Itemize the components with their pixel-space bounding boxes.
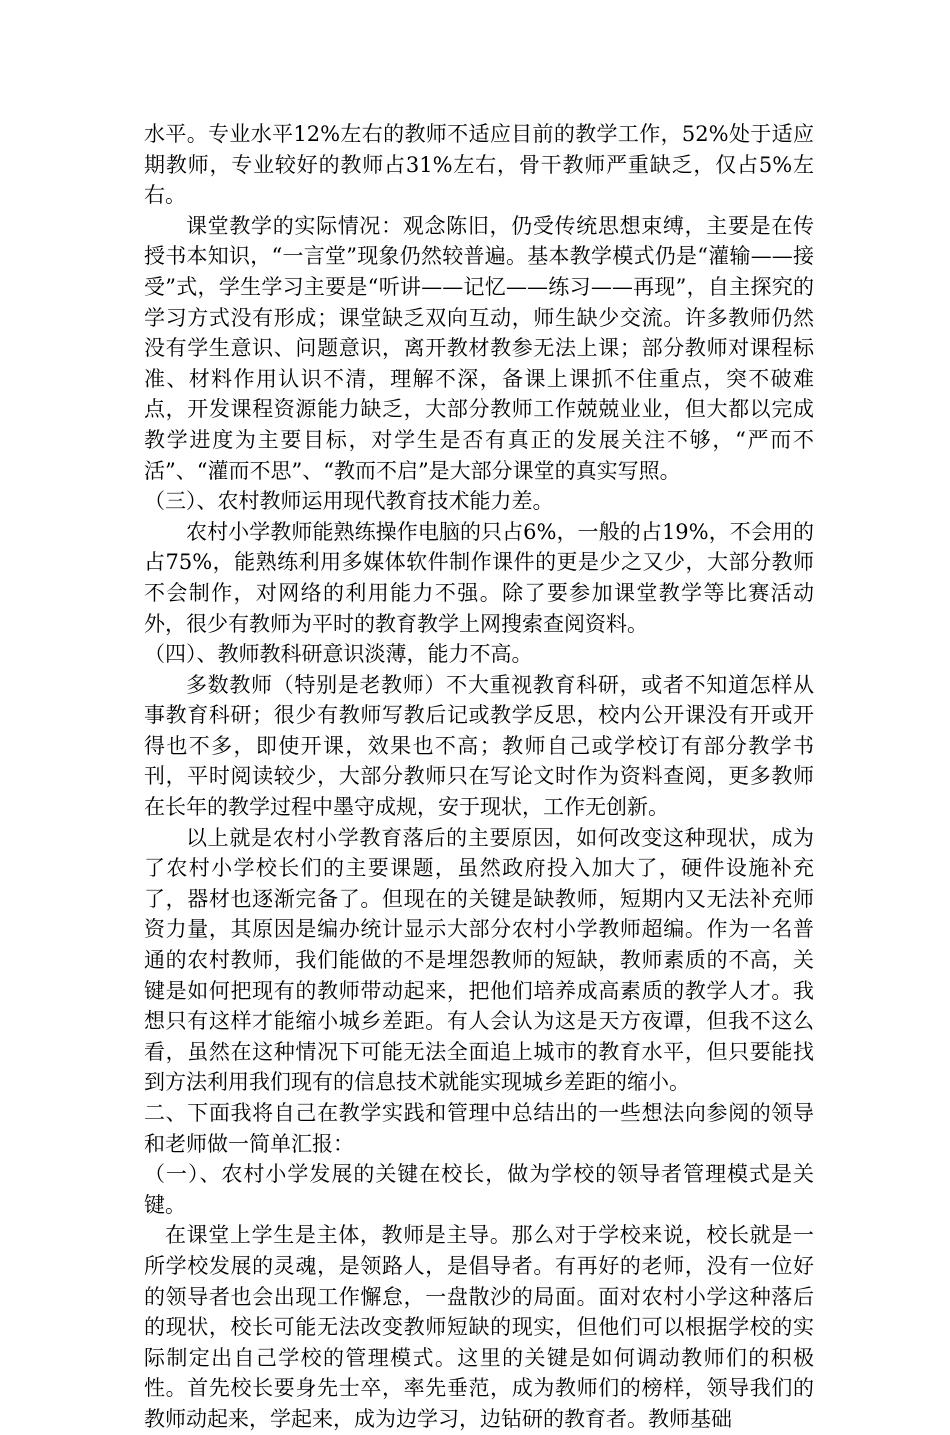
paragraph-technology-skills: 农村小学教师能熟练操作电脑的只占6%，一般的占19%，不会用的占75%，能熟练利用多媒体软件制作课件的更是少之又少，大部分教师不会制作，对网络的利用能力不强。除了要参加课堂教学等比赛活动外，很少有教师为平时的教育教学上网搜索查阅资料。 xyxy=(144,519,814,636)
paragraph-teacher-level-stats: 水平。专业水平12%左右的教师不适应目前的教学工作，52%处于适应期教师，专业较好的教师占31%左右，骨干教师严重缺乏，仅占5%左右。 xyxy=(144,122,814,208)
paragraph-classroom-teaching: 课堂教学的实际情况：观念陈旧，仍受传统思想束缚，主要是在传授书本知识，“一言堂”现象仍然较普遍。基本教学模式仍是“灌输——接受”式，学生学习主要是“听讲——记忆——练习——再现”，自主探究的学习方式没有形成；课堂缺乏双向互动，师生缺少交流。许多教师仍然没有学生意识、问题意识，离开教材教参无法上课；部分教师对课程标准、材料作用认识不清，理解不深，备课上课抓不住重点，突不破难点，开发课程资源能力缺乏，大部分教师工作兢兢业业，但大都以完成教学进度为主要目标，对学生是否有真正的发展关注不够，“严而不活”、“灌而不思”、“教而不启”是大部分课堂的真实写照。 xyxy=(144,213,814,483)
section-heading-research: （四）、教师教科研意识淡薄，能力不高。 xyxy=(144,642,533,667)
document-body xyxy=(144,119,814,1435)
paragraph-research-awareness: 多数教师（特别是老教师）不大重视教育科研，或者不知道怎样从事教育科研；很少有教师写教后记或教学反思，校内公开课没有开或开得也不多，即使开课，效果也不高；教师自己或学校订有部分教学书刊，平时阅读较少，大部分教师只在写论文时作为资料查阅，更多教师在长年的教学过程中墨守成规，安于现状，工作无创新。 xyxy=(144,672,814,820)
section-heading-part-two: 二、下面我将自己在教学实践和管理中总结出的一些想法向参阅的领导和老师做一简单汇报： xyxy=(144,1101,814,1156)
paragraph-main-causes: 以上就是农村小学教育落后的主要原因，如何改变这种现状，成为了农村小学校长们的主要课题，虽然政府投入加大了，硬件设施补充了，器材也逐渐完备了。但现在的关键是缺教师，短期内又无法补充师资力量，其原因是编办统计显示大部分农村小学教师超编。作为一名普通的农村教师，我们能做的不是埋怨教师的短缺，教师素质的不高，关键是如何把现有的教师带动起来，把他们培养成高素质的教学人才。我想只有这样才能缩小城乡差距。有人会认为这是天方夜谭，但我不这么看，虽然在这种情况下可能无法全面追上城市的教育水平，但只要能找到方法利用我们现有的信息技术就能实现城乡差距的缩小。 xyxy=(144,825,814,1095)
paragraph-principal-role: 在课堂上学生是主体，教师是主导。那么对于学校来说，校长就是一所学校发展的灵魂，是领路人，是倡导者。有再好的老师，没有一位好的领导者也会出现工作懈怠，一盘散沙的局面。面对农村小学这种落后的现状，校长可能无法改变教师短缺的现实，但他们可以根据学校的实际制定出自己学校的管理模式。这里的关键是如何调动教师们的积极性。首先校长要身先士卒，率先垂范，成为教师们的榜样，领导我们的教师动起来，学起来，成为边学习，边钻研的教育者。教师基础 xyxy=(144,1223,814,1431)
section-heading-principal: （一）、农村小学发展的关键在校长，做为学校的领导者管理模式是关键。 xyxy=(144,1162,814,1217)
section-heading-technology: （三）、农村教师运用现代教育技术能力差。 xyxy=(144,489,554,514)
